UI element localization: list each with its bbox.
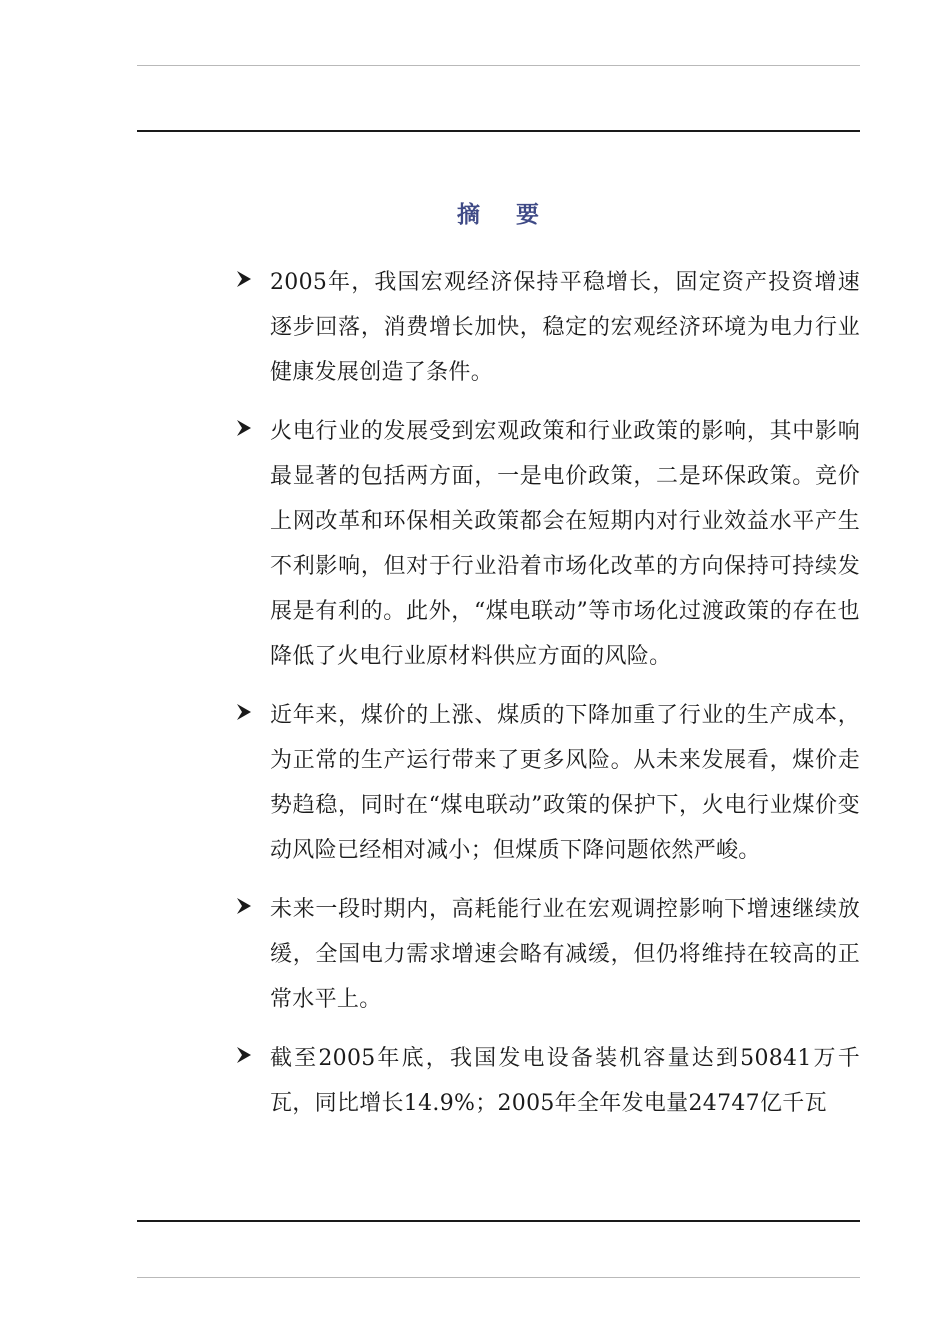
summary-bullet-list <box>230 260 860 1140</box>
list-item <box>230 260 860 395</box>
bullet-text: 火电行业的发展受到宏观政策和行业政策的影响，其中影响最显著的包括两方面，一是电价政策，二是环保政策。竞价上网改革和环保相关政策都会在短期内对行业效益水平产生不利影响，但对于行业沿着市场化改革的方向保持可持续发展是有利的。此外，“煤电联动”等市场化过渡政策的存在也降低了火电行业原材料供应方面的风险。 <box>270 419 860 669</box>
arrowhead-bullet-icon <box>236 896 252 916</box>
arrowhead-bullet-icon <box>236 1045 252 1065</box>
list-item <box>230 1036 860 1126</box>
bullet-text: 2005年，我国宏观经济保持平稳增长，固定资产投资增速逐步回落，消费增长加快，稳定的宏观经济环境为电力行业健康发展创造了条件。 <box>270 270 860 385</box>
arrowhead-bullet-icon <box>236 418 252 438</box>
footer-thick-rule <box>137 1220 860 1222</box>
footer-thin-rule <box>137 1277 860 1278</box>
arrowhead-bullet-icon <box>236 269 252 289</box>
arrowhead-bullet-icon <box>236 702 252 722</box>
list-item <box>230 693 860 873</box>
list-item <box>230 887 860 1022</box>
list-item <box>230 409 860 679</box>
bullet-text: 近年来，煤价的上涨、煤质的下降加重了行业的生产成本，为正常的生产运行带来了更多风险。从未来发展看，煤价走势趋稳，同时在“煤电联动”政策的保护下，火电行业煤价变动风险已经相对减小；但煤质下降问题依然严峻。 <box>270 703 860 863</box>
bullet-text: 截至2005年底，我国发电设备装机容量达到50841万千瓦，同比增长14.9%；2005年全年发电量24747亿千瓦 <box>270 1046 860 1116</box>
header-thin-rule <box>137 65 860 66</box>
header-thick-rule <box>137 130 860 132</box>
bullet-text: 未来一段时期内，高耗能行业在宏观调控影响下增速继续放缓，全国电力需求增速会略有减缓，但仍将维持在较高的正常水平上。 <box>270 897 860 1012</box>
page-title: 摘 要 <box>456 202 553 228</box>
